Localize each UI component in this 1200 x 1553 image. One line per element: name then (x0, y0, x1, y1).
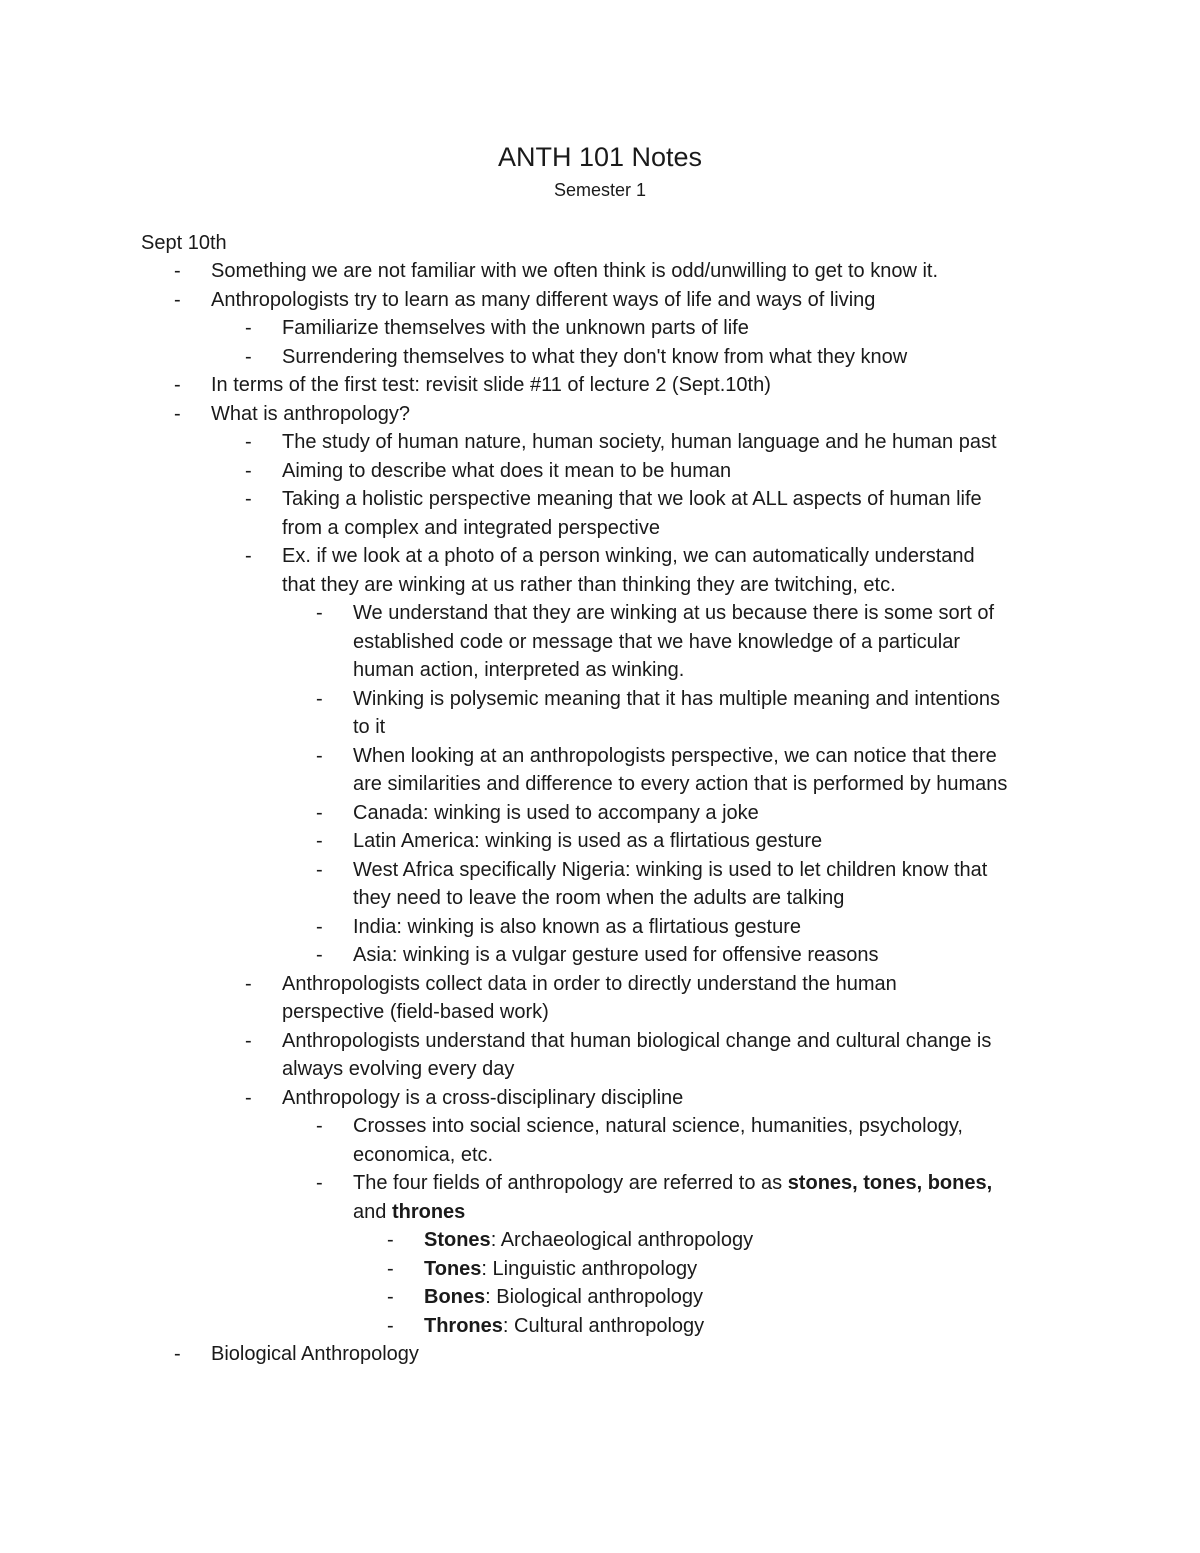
list-item-text: Aiming to describe what does it mean to be human (282, 459, 732, 482)
list-item-text: are similarities and difference to every action that is performed by humans (353, 773, 1008, 795)
list-item (0, 970, 1200, 999)
list-item-text: Biological Anthropology (211, 1343, 419, 1365)
bullet-dash: - (245, 1029, 252, 1052)
list-item-text: to it (353, 716, 386, 738)
list-item-text: Surrendering themselves to what they don't know from what they know (282, 345, 908, 368)
list-item (0, 1226, 1200, 1255)
bullet-dash: - (174, 402, 181, 425)
list-item-text: economica, etc. (353, 1143, 494, 1166)
list-item (0, 1084, 1200, 1113)
list-item-continuation (0, 713, 1200, 742)
bullet-dash: - (245, 545, 252, 567)
list-item (0, 1283, 1200, 1312)
list-item (0, 799, 1200, 828)
list-item-text: When looking at an anthropologists perspective, we can notice that there (353, 744, 997, 767)
list-item-text: India: winking is also known as a flirtatious gesture (353, 915, 802, 938)
bullet-dash: - (387, 1229, 394, 1251)
bullet-dash: - (316, 801, 323, 824)
list-item (0, 257, 1200, 286)
list-item-continuation (0, 656, 1200, 685)
bullet-dash: - (316, 915, 323, 938)
list-item-text: West Africa specifically Nigeria: winking is used to let children know that (353, 858, 988, 881)
list-item-text: Familiarize themselves with the unknown parts of life (282, 317, 749, 339)
list-item-text: Taking a holistic perspective meaning that we look at ALL aspects of human life (282, 488, 982, 510)
list-item (0, 1169, 1200, 1198)
list-item (0, 1312, 1200, 1341)
list-item (0, 1027, 1200, 1056)
list-item-continuation (0, 884, 1200, 913)
bullet-dash: - (316, 858, 323, 881)
section-date-heading: Sept 10th (141, 232, 227, 254)
list-item (0, 1340, 1200, 1369)
list-item (0, 286, 1200, 315)
bold-text: Bones (424, 1286, 486, 1308)
bullet-dash: - (245, 459, 252, 482)
list-item (0, 856, 1200, 885)
list-item-text: human action, interpreted as winking. (353, 659, 685, 681)
list-item-continuation (0, 998, 1200, 1027)
list-item (0, 685, 1200, 714)
document-title: ANTH 101 Notes (497, 142, 703, 172)
bullet-dash: - (174, 374, 181, 396)
bullet-dash: - (316, 687, 323, 710)
bold-text: Thrones (424, 1314, 503, 1337)
document-subtitle: Semester 1 (553, 180, 647, 200)
list-item (0, 314, 1200, 343)
list-item-continuation (0, 628, 1200, 657)
list-item-text: : Cultural anthropology (502, 1314, 705, 1337)
list-item-text: Ex. if we look at a photo of a person winking, we can automatically understand (282, 545, 975, 567)
list-item (0, 599, 1200, 628)
bullet-dash: - (316, 744, 323, 767)
list-item-text: that they are winking at us rather than thinking they are twitching, etc. (282, 573, 896, 596)
bullet-dash: - (174, 1343, 181, 1365)
list-item (0, 400, 1200, 429)
list-item-text: Asia: winking is a vulgar gesture used for offensive reasons (353, 944, 879, 966)
bullet-dash: - (245, 1086, 252, 1109)
list-item (0, 827, 1200, 856)
bullet-dash: - (316, 830, 323, 852)
bold-text: Stones (424, 1229, 491, 1251)
list-item (0, 343, 1200, 372)
list-item-text: Anthropology is a cross-disciplinary discipline (282, 1086, 684, 1109)
list-item-text: The four fields of anthropology are referred to as (353, 1172, 788, 1194)
bullet-dash: - (174, 288, 181, 311)
bullet-dash: - (316, 1172, 323, 1194)
list-item-text: Crosses into social science, natural science, humanities, psychology, (353, 1115, 963, 1137)
list-item (0, 941, 1200, 970)
list-item (0, 485, 1200, 514)
list-item-text: always evolving every day (282, 1058, 515, 1080)
list-item-text: Winking is polysemic meaning that it has multiple meaning and intentions (353, 687, 1001, 710)
list-item-continuation (0, 1141, 1200, 1170)
bullet-dash: - (387, 1286, 394, 1308)
list-item-text: The study of human nature, human society, human language and he human past (282, 431, 997, 453)
list-item-text: they need to leave the room when the adults are talking (353, 887, 845, 909)
list-item (0, 742, 1200, 771)
bold-text: Tones (424, 1257, 482, 1280)
list-item-text: What is anthropology? (211, 402, 411, 425)
list-item-text: Latin America: winking is used as a flirtatious gesture (353, 830, 823, 852)
list-item-text: : Archaeological anthropology (490, 1229, 754, 1251)
list-item (0, 457, 1200, 486)
list-item (0, 542, 1200, 571)
list-item-text: Canada: winking is used to accompany a joke (353, 801, 759, 824)
list-item-text: Anthropologists understand that human biological change and cultural change is (282, 1029, 992, 1052)
bullet-dash: - (245, 317, 252, 339)
list-item-text: : Linguistic anthropology (481, 1257, 698, 1280)
list-item-text: perspective (field-based work) (282, 1001, 549, 1023)
list-item (0, 913, 1200, 942)
bullet-dash: - (245, 431, 252, 453)
list-item-text: Anthropologists try to learn as many different ways of life and ways of living (211, 288, 876, 311)
list-item (0, 428, 1200, 457)
bullet-dash: - (245, 345, 252, 368)
bullet-dash: - (174, 260, 181, 282)
bullet-dash: - (387, 1257, 394, 1280)
list-item-continuation (0, 514, 1200, 543)
notes-list (0, 257, 1200, 1369)
list-item (0, 1255, 1200, 1284)
list-item-text: In terms of the first test: revisit slide #11 of lecture 2 (Sept.10th) (211, 374, 771, 396)
bullet-dash: - (245, 488, 252, 510)
bold-text: stones, tones, bones, (787, 1172, 993, 1194)
list-item (0, 371, 1200, 400)
list-item-text: from a complex and integrated perspective (282, 516, 660, 539)
bullet-dash: - (316, 944, 323, 966)
list-item-text: established code or message that we have knowledge of a particular (353, 630, 961, 653)
bold-text: thrones (391, 1200, 466, 1223)
list-item-text: We understand that they are winking at us because there is some sort of (353, 602, 995, 624)
bullet-dash: - (316, 602, 323, 624)
bullet-dash: - (387, 1314, 394, 1337)
list-item-continuation (0, 1055, 1200, 1084)
bullet-dash: - (316, 1115, 323, 1137)
list-item-text: Something we are not familiar with we often think is odd/unwilling to get to know it. (211, 260, 939, 282)
list-item-text: and (353, 1200, 392, 1223)
list-item-continuation (0, 571, 1200, 600)
list-item-continuation (0, 1198, 1200, 1227)
list-item-text: Anthropologists collect data in order to directly understand the human (282, 972, 897, 995)
list-item-text: : Biological anthropology (485, 1286, 704, 1308)
bullet-dash: - (245, 972, 252, 995)
list-item-continuation (0, 770, 1200, 799)
list-item (0, 1112, 1200, 1141)
